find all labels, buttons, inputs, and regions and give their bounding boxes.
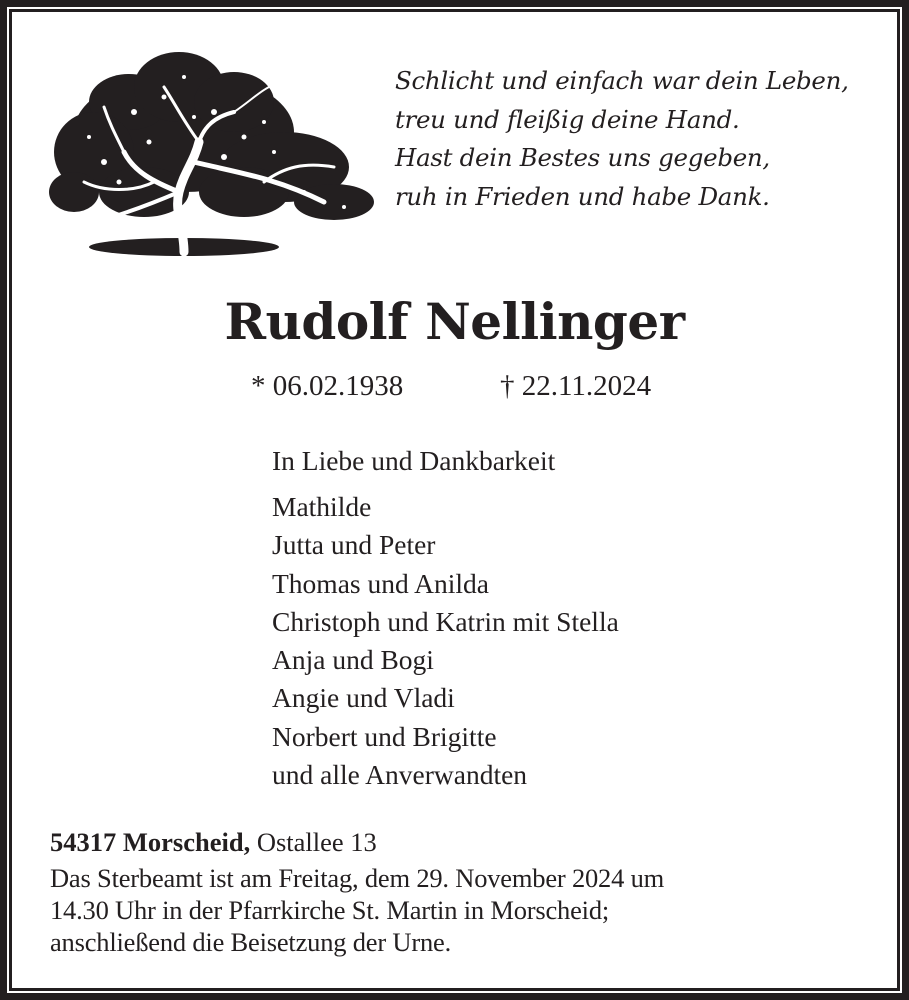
mourners-intro: In Liebe und Dankbarkeit (272, 445, 556, 476)
death-date: † 22.11.2024 (500, 370, 652, 402)
mourner-name: Mathilde (272, 491, 372, 522)
birth-date: * 06.02.1938 (251, 370, 404, 402)
mourner-name: Thomas und Anilda (272, 567, 489, 599)
poem-line: treu und fleißig deine Hand. (395, 104, 740, 134)
service-info-line: Das Sterbeamt ist am Freitag, dem 29. November 2024 um (50, 863, 665, 893)
mourners-list (272, 444, 619, 794)
mourner-name: Jutta und Peter (272, 529, 436, 561)
mourner-name: Anja und Bogi (272, 644, 434, 676)
poem-line: Hast dein Bestes uns gegeben, (395, 143, 770, 172)
poem-line: ruh in Frieden und habe Dank. (395, 181, 770, 211)
deceased-name: Rudolf Nellinger (224, 292, 685, 351)
address-street: Ostallee 13 (250, 827, 377, 857)
mourner-name: und alle Anverwandten (272, 759, 528, 791)
mourner-name: Christoph und Katrin mit Stella (272, 605, 619, 637)
footer-info (50, 826, 664, 958)
mourner-name: Norbert und Brigitte (272, 720, 497, 752)
address-city: 54317 Morscheid, (50, 827, 251, 857)
service-info-line: anschließend die Beisetzung der Urne. (50, 927, 451, 957)
service-info-line: 14.30 Uhr in der Pfarrkirche St. Martin in Morscheid; (50, 895, 610, 925)
poem-line: Schlicht und einfach war dein Leben, (395, 66, 849, 95)
service-info (50, 862, 664, 958)
address (50, 826, 664, 858)
mourner-name: Angie und Vladi (272, 682, 455, 714)
memorial-poem (395, 62, 849, 216)
tree-icon (34, 42, 374, 260)
